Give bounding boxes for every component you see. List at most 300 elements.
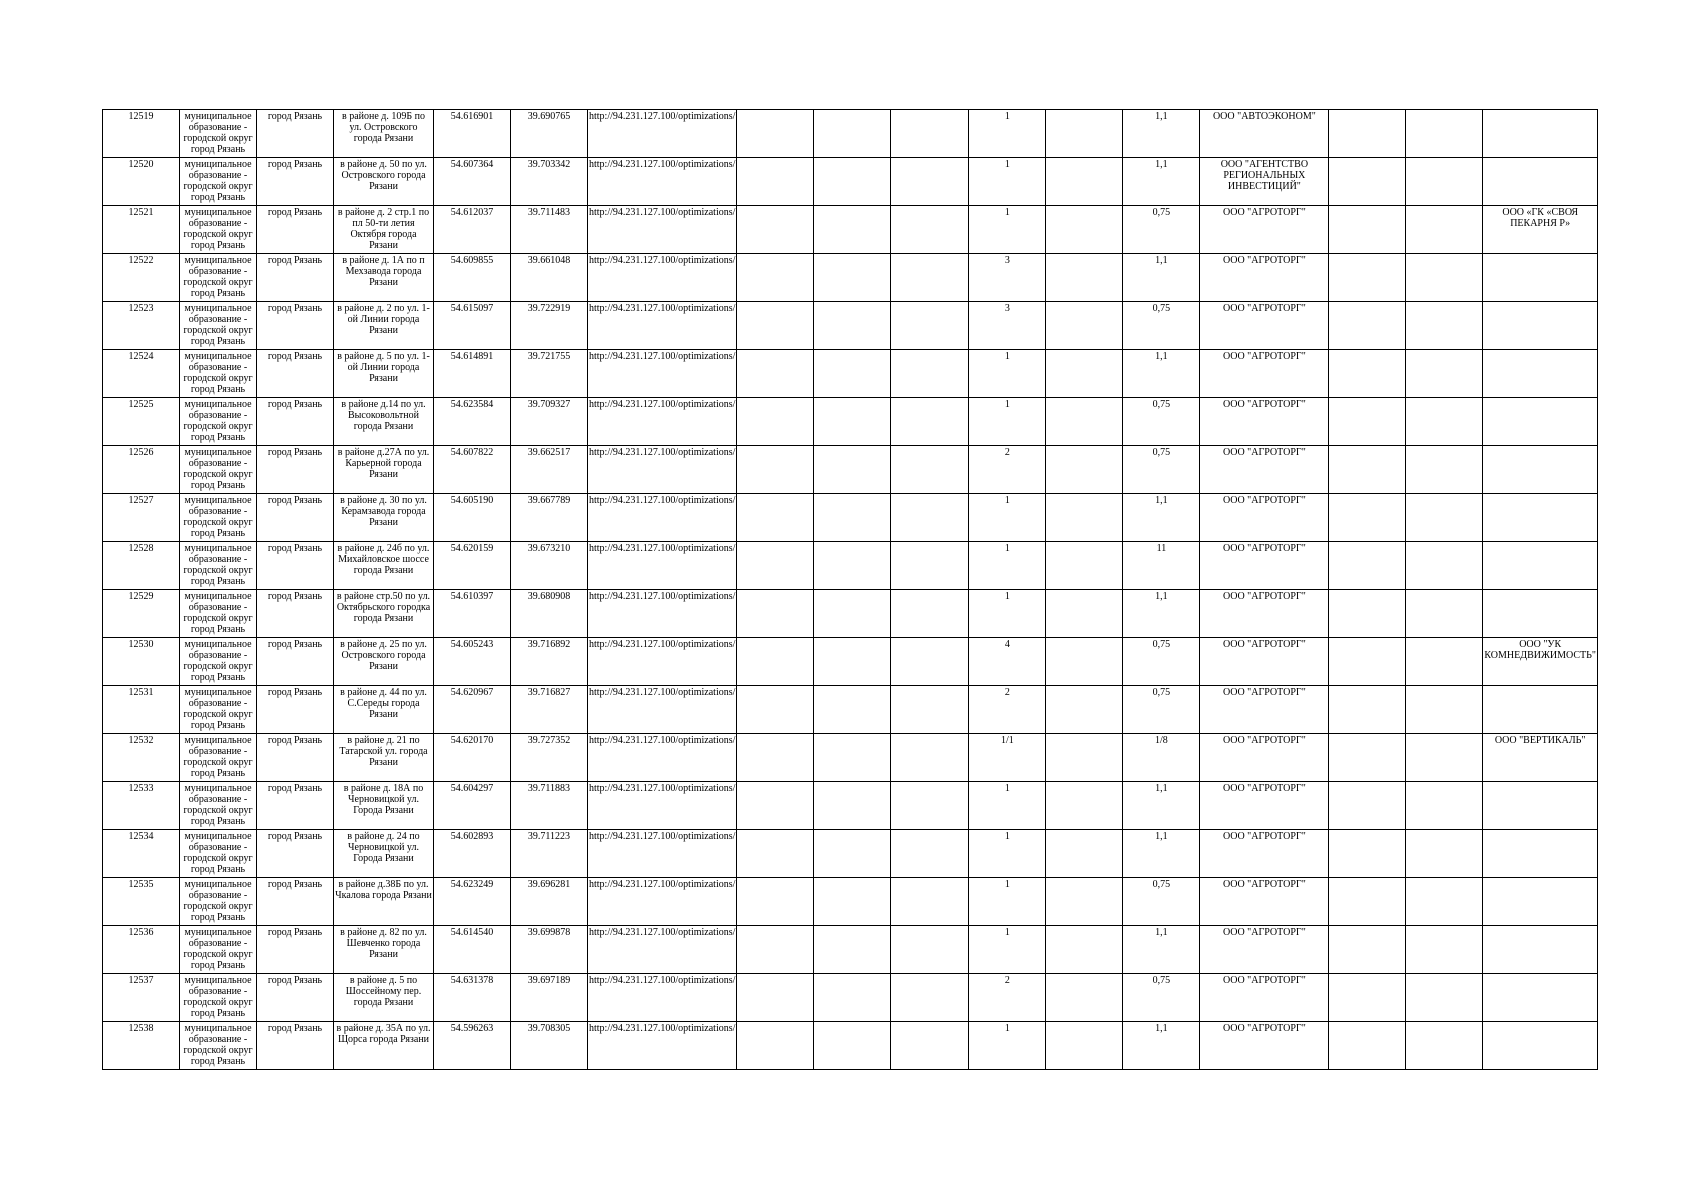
city-cell: город Рязань xyxy=(257,302,334,350)
empty-cell xyxy=(814,254,891,302)
empty-cell xyxy=(814,398,891,446)
empty-cell xyxy=(1406,398,1483,446)
container-count-cell: 1 xyxy=(969,590,1046,638)
container-count-cell: 3 xyxy=(969,254,1046,302)
record-id-cell: 12527 xyxy=(103,494,180,542)
record-id-cell: 12530 xyxy=(103,638,180,686)
container-volume-cell: 0,75 xyxy=(1123,206,1200,254)
municipality-cell: муниципальное образование - городской округ город Рязань xyxy=(180,350,257,398)
empty-cell xyxy=(814,974,891,1022)
container-count-cell: 1 xyxy=(969,830,1046,878)
container-volume-cell: 1,1 xyxy=(1123,830,1200,878)
record-id-cell: 12538 xyxy=(103,1022,180,1070)
empty-cell xyxy=(891,878,969,926)
empty-cell xyxy=(891,638,969,686)
latitude-cell: 54.620159 xyxy=(434,542,511,590)
empty-cell xyxy=(1046,638,1123,686)
empty-cell xyxy=(814,878,891,926)
address-cell: в районе д. 21 по Татарской ул. города Рязани xyxy=(334,734,434,782)
latitude-cell: 54.616901 xyxy=(434,110,511,158)
empty-cell xyxy=(1406,830,1483,878)
operator-cell: ООО "АГРОТОРГ" xyxy=(1200,1022,1329,1070)
empty-cell xyxy=(737,974,814,1022)
container-count-cell: 1 xyxy=(969,398,1046,446)
empty-cell xyxy=(814,1022,891,1070)
empty-cell xyxy=(891,446,969,494)
url-cell: http://94.231.127.100/optimizations/ xyxy=(588,254,737,302)
empty-cell xyxy=(814,110,891,158)
record-id-cell: 12528 xyxy=(103,542,180,590)
latitude-cell: 54.596263 xyxy=(434,1022,511,1070)
table-row xyxy=(103,110,1598,158)
container-volume-cell: 1,1 xyxy=(1123,158,1200,206)
empty-cell xyxy=(737,782,814,830)
empty-cell xyxy=(1046,446,1123,494)
address-cell: в районе д. 44 по ул. С.Середы города Рязани xyxy=(334,686,434,734)
operator-cell: ООО "АГРОТОРГ" xyxy=(1200,350,1329,398)
longitude-cell: 39.727352 xyxy=(511,734,588,782)
municipality-cell: муниципальное образование - городской округ город Рязань xyxy=(180,782,257,830)
latitude-cell: 54.604297 xyxy=(434,782,511,830)
empty-cell xyxy=(891,830,969,878)
container-volume-cell: 1,1 xyxy=(1123,350,1200,398)
empty-cell xyxy=(1329,158,1406,206)
url-cell: http://94.231.127.100/optimizations/ xyxy=(588,398,737,446)
container-volume-cell: 11 xyxy=(1123,542,1200,590)
latitude-cell: 54.614891 xyxy=(434,350,511,398)
empty-cell xyxy=(1329,734,1406,782)
empty-cell xyxy=(814,638,891,686)
container-volume-cell: 1,1 xyxy=(1123,926,1200,974)
table-row xyxy=(103,638,1598,686)
record-id-cell: 12526 xyxy=(103,446,180,494)
record-id-cell: 12520 xyxy=(103,158,180,206)
empty-cell xyxy=(1046,974,1123,1022)
city-cell: город Рязань xyxy=(257,734,334,782)
latitude-cell: 54.623584 xyxy=(434,398,511,446)
organization-cell: ООО «ГК «СВОЯ ПЕКАРНЯ Р» xyxy=(1483,206,1598,254)
empty-cell xyxy=(737,158,814,206)
empty-cell xyxy=(1406,734,1483,782)
empty-cell xyxy=(1046,494,1123,542)
city-cell: город Рязань xyxy=(257,350,334,398)
operator-cell: ООО "АГЕНТСТВО РЕГИОНАЛЬНЫХ ИНВЕСТИЦИЙ" xyxy=(1200,158,1329,206)
empty-cell xyxy=(1329,830,1406,878)
empty-cell xyxy=(814,206,891,254)
empty-cell xyxy=(814,686,891,734)
table-row xyxy=(103,158,1598,206)
empty-cell xyxy=(1046,350,1123,398)
empty-cell xyxy=(1329,926,1406,974)
empty-cell xyxy=(737,638,814,686)
url-cell: http://94.231.127.100/optimizations/ xyxy=(588,974,737,1022)
empty-cell xyxy=(814,542,891,590)
container-volume-cell: 1,1 xyxy=(1123,590,1200,638)
longitude-cell: 39.690765 xyxy=(511,110,588,158)
empty-cell xyxy=(1406,590,1483,638)
empty-cell xyxy=(1406,974,1483,1022)
city-cell: город Рязань xyxy=(257,206,334,254)
municipality-cell: муниципальное образование - городской округ город Рязань xyxy=(180,590,257,638)
empty-cell xyxy=(1046,542,1123,590)
table-row xyxy=(103,830,1598,878)
longitude-cell: 39.716827 xyxy=(511,686,588,734)
table-row xyxy=(103,494,1598,542)
empty-cell xyxy=(737,878,814,926)
organization-cell xyxy=(1483,926,1598,974)
empty-cell xyxy=(737,446,814,494)
container-count-cell: 1 xyxy=(969,782,1046,830)
longitude-cell: 39.711483 xyxy=(511,206,588,254)
longitude-cell: 39.709327 xyxy=(511,398,588,446)
empty-cell xyxy=(737,494,814,542)
longitude-cell: 39.721755 xyxy=(511,350,588,398)
table-row xyxy=(103,926,1598,974)
longitude-cell: 39.680908 xyxy=(511,590,588,638)
empty-cell xyxy=(737,686,814,734)
city-cell: город Рязань xyxy=(257,638,334,686)
record-id-cell: 12533 xyxy=(103,782,180,830)
empty-cell xyxy=(1329,1022,1406,1070)
organization-cell xyxy=(1483,254,1598,302)
table-row xyxy=(103,686,1598,734)
city-cell: город Рязань xyxy=(257,926,334,974)
empty-cell xyxy=(1329,206,1406,254)
longitude-cell: 39.662517 xyxy=(511,446,588,494)
address-cell: в районе д. 5 по Шоссейному пер. города Рязани xyxy=(334,974,434,1022)
empty-cell xyxy=(1406,926,1483,974)
municipality-cell: муниципальное образование - городской округ город Рязань xyxy=(180,398,257,446)
operator-cell: ООО "АГРОТОРГ" xyxy=(1200,254,1329,302)
operator-cell: ООО "АГРОТОРГ" xyxy=(1200,302,1329,350)
organization-cell xyxy=(1483,590,1598,638)
empty-cell xyxy=(1406,350,1483,398)
empty-cell xyxy=(1406,158,1483,206)
empty-cell xyxy=(891,206,969,254)
operator-cell: ООО "АГРОТОРГ" xyxy=(1200,638,1329,686)
url-cell: http://94.231.127.100/optimizations/ xyxy=(588,638,737,686)
operator-cell: ООО "АГРОТОРГ" xyxy=(1200,830,1329,878)
record-id-cell: 12534 xyxy=(103,830,180,878)
container-count-cell: 4 xyxy=(969,638,1046,686)
city-cell: город Рязань xyxy=(257,158,334,206)
empty-cell xyxy=(1406,446,1483,494)
container-count-cell: 2 xyxy=(969,974,1046,1022)
address-cell: в районе д. 50 по ул. Островского города Рязани xyxy=(334,158,434,206)
organization-cell xyxy=(1483,1022,1598,1070)
empty-cell xyxy=(891,734,969,782)
longitude-cell: 39.673210 xyxy=(511,542,588,590)
organization-cell: ООО "ВЕРТИКАЛЬ" xyxy=(1483,734,1598,782)
container-count-cell: 1/1 xyxy=(969,734,1046,782)
table-row xyxy=(103,1022,1598,1070)
city-cell: город Рязань xyxy=(257,974,334,1022)
municipality-cell: муниципальное образование - городской округ город Рязань xyxy=(180,542,257,590)
municipality-cell: муниципальное образование - городской округ город Рязань xyxy=(180,830,257,878)
empty-cell xyxy=(1046,1022,1123,1070)
container-volume-cell: 1,1 xyxy=(1123,254,1200,302)
empty-cell xyxy=(737,1022,814,1070)
city-cell: город Рязань xyxy=(257,398,334,446)
empty-cell xyxy=(1329,254,1406,302)
longitude-cell: 39.661048 xyxy=(511,254,588,302)
container-volume-cell: 0,75 xyxy=(1123,686,1200,734)
operator-cell: ООО "АГРОТОРГ" xyxy=(1200,542,1329,590)
table-body xyxy=(103,110,1598,1070)
municipality-cell: муниципальное образование - городской округ город Рязань xyxy=(180,878,257,926)
operator-cell: ООО "АГРОТОРГ" xyxy=(1200,494,1329,542)
record-id-cell: 12537 xyxy=(103,974,180,1022)
organization-cell: ООО "УК КОМНЕДВИЖИМОСТЬ" xyxy=(1483,638,1598,686)
empty-cell xyxy=(814,158,891,206)
empty-cell xyxy=(1329,350,1406,398)
empty-cell xyxy=(737,830,814,878)
empty-cell xyxy=(1329,878,1406,926)
empty-cell xyxy=(1046,590,1123,638)
empty-cell xyxy=(1329,542,1406,590)
organization-cell xyxy=(1483,974,1598,1022)
empty-cell xyxy=(1329,686,1406,734)
empty-cell xyxy=(1406,254,1483,302)
empty-cell xyxy=(1046,734,1123,782)
container-volume-cell: 1,1 xyxy=(1123,782,1200,830)
latitude-cell: 54.605190 xyxy=(434,494,511,542)
municipality-cell: муниципальное образование - городской округ город Рязань xyxy=(180,302,257,350)
operator-cell: ООО "АГРОТОРГ" xyxy=(1200,926,1329,974)
city-cell: город Рязань xyxy=(257,830,334,878)
longitude-cell: 39.703342 xyxy=(511,158,588,206)
container-count-cell: 3 xyxy=(969,302,1046,350)
empty-cell xyxy=(1329,110,1406,158)
city-cell: город Рязань xyxy=(257,254,334,302)
record-id-cell: 12535 xyxy=(103,878,180,926)
organization-cell xyxy=(1483,542,1598,590)
latitude-cell: 54.610397 xyxy=(434,590,511,638)
url-cell: http://94.231.127.100/optimizations/ xyxy=(588,1022,737,1070)
municipality-cell: муниципальное образование - городской округ город Рязань xyxy=(180,638,257,686)
latitude-cell: 54.615097 xyxy=(434,302,511,350)
url-cell: http://94.231.127.100/optimizations/ xyxy=(588,446,737,494)
record-id-cell: 12519 xyxy=(103,110,180,158)
address-cell: в районе д. 82 по ул. Шевченко города Рязани xyxy=(334,926,434,974)
container-count-cell: 1 xyxy=(969,1022,1046,1070)
latitude-cell: 54.607822 xyxy=(434,446,511,494)
organization-cell xyxy=(1483,398,1598,446)
container-count-cell: 1 xyxy=(969,494,1046,542)
record-id-cell: 12525 xyxy=(103,398,180,446)
municipality-cell: муниципальное образование - городской округ город Рязань xyxy=(180,686,257,734)
table-row xyxy=(103,878,1598,926)
municipality-cell: муниципальное образование - городской округ город Рязань xyxy=(180,494,257,542)
empty-cell xyxy=(891,494,969,542)
empty-cell xyxy=(737,254,814,302)
url-cell: http://94.231.127.100/optimizations/ xyxy=(588,302,737,350)
longitude-cell: 39.696281 xyxy=(511,878,588,926)
record-id-cell: 12532 xyxy=(103,734,180,782)
empty-cell xyxy=(814,830,891,878)
address-cell: в районе д.14 по ул. Высоковольтной города Рязани xyxy=(334,398,434,446)
latitude-cell: 54.605243 xyxy=(434,638,511,686)
record-id-cell: 12524 xyxy=(103,350,180,398)
empty-cell xyxy=(1046,110,1123,158)
container-count-cell: 1 xyxy=(969,110,1046,158)
organization-cell xyxy=(1483,830,1598,878)
empty-cell xyxy=(1046,830,1123,878)
empty-cell xyxy=(814,494,891,542)
container-count-cell: 2 xyxy=(969,446,1046,494)
municipality-cell: муниципальное образование - городской округ город Рязань xyxy=(180,1022,257,1070)
address-cell: в районе д.27А по ул. Карьерной города Рязани xyxy=(334,446,434,494)
municipality-cell: муниципальное образование - городской округ город Рязань xyxy=(180,974,257,1022)
table-row xyxy=(103,542,1598,590)
operator-cell: ООО "АГРОТОРГ" xyxy=(1200,398,1329,446)
empty-cell xyxy=(1046,206,1123,254)
latitude-cell: 54.609855 xyxy=(434,254,511,302)
address-cell: в районе д. 1А по п Мехзавода города Рязани xyxy=(334,254,434,302)
address-cell: в районе д. 35А по ул. Щорса города Рязани xyxy=(334,1022,434,1070)
empty-cell xyxy=(891,350,969,398)
empty-cell xyxy=(891,110,969,158)
empty-cell xyxy=(737,350,814,398)
container-volume-cell: 0,75 xyxy=(1123,878,1200,926)
operator-cell: ООО "АГРОТОРГ" xyxy=(1200,782,1329,830)
empty-cell xyxy=(891,1022,969,1070)
address-cell: в районе д. 24 по Черновицкой ул. Города Рязани xyxy=(334,830,434,878)
address-cell: в районе д. 2 по ул. 1-ой Линии города Рязани xyxy=(334,302,434,350)
empty-cell xyxy=(814,446,891,494)
url-cell: http://94.231.127.100/optimizations/ xyxy=(588,830,737,878)
operator-cell: ООО "АГРОТОРГ" xyxy=(1200,878,1329,926)
operator-cell: ООО "АВТОЭКОНОМ" xyxy=(1200,110,1329,158)
container-count-cell: 2 xyxy=(969,686,1046,734)
address-cell: в районе д. 25 по ул. Островского города Рязани xyxy=(334,638,434,686)
table-row xyxy=(103,254,1598,302)
url-cell: http://94.231.127.100/optimizations/ xyxy=(588,590,737,638)
empty-cell xyxy=(1046,158,1123,206)
container-volume-cell: 1,1 xyxy=(1123,494,1200,542)
empty-cell xyxy=(891,782,969,830)
record-id-cell: 12523 xyxy=(103,302,180,350)
url-cell: http://94.231.127.100/optimizations/ xyxy=(588,494,737,542)
operator-cell: ООО "АГРОТОРГ" xyxy=(1200,446,1329,494)
empty-cell xyxy=(1329,782,1406,830)
table-row xyxy=(103,302,1598,350)
empty-cell xyxy=(1406,1022,1483,1070)
empty-cell xyxy=(1406,302,1483,350)
organization-cell xyxy=(1483,158,1598,206)
container-count-cell: 1 xyxy=(969,542,1046,590)
url-cell: http://94.231.127.100/optimizations/ xyxy=(588,158,737,206)
empty-cell xyxy=(737,590,814,638)
empty-cell xyxy=(814,782,891,830)
empty-cell xyxy=(1329,494,1406,542)
table-row xyxy=(103,446,1598,494)
longitude-cell: 39.711223 xyxy=(511,830,588,878)
empty-cell xyxy=(814,302,891,350)
organization-cell xyxy=(1483,446,1598,494)
empty-cell xyxy=(1406,878,1483,926)
record-id-cell: 12529 xyxy=(103,590,180,638)
table-row xyxy=(103,350,1598,398)
city-cell: город Рязань xyxy=(257,878,334,926)
data-table xyxy=(102,109,1598,1070)
latitude-cell: 54.631378 xyxy=(434,974,511,1022)
container-volume-cell: 0,75 xyxy=(1123,446,1200,494)
url-cell: http://94.231.127.100/optimizations/ xyxy=(588,782,737,830)
address-cell: в районе д. 30 по ул. Керамзавода города Рязани xyxy=(334,494,434,542)
municipality-cell: муниципальное образование - городской округ город Рязань xyxy=(180,206,257,254)
container-count-cell: 1 xyxy=(969,158,1046,206)
record-id-cell: 12531 xyxy=(103,686,180,734)
empty-cell xyxy=(891,686,969,734)
empty-cell xyxy=(814,734,891,782)
empty-cell xyxy=(737,398,814,446)
longitude-cell: 39.697189 xyxy=(511,974,588,1022)
municipality-cell: муниципальное образование - городской округ город Рязань xyxy=(180,254,257,302)
empty-cell xyxy=(737,926,814,974)
empty-cell xyxy=(814,350,891,398)
empty-cell xyxy=(891,974,969,1022)
empty-cell xyxy=(1329,398,1406,446)
empty-cell xyxy=(737,734,814,782)
address-cell: в районе д. 5 по ул. 1-ой Линии города Рязани xyxy=(334,350,434,398)
container-volume-cell: 0,75 xyxy=(1123,398,1200,446)
municipality-cell: муниципальное образование - городской округ город Рязань xyxy=(180,110,257,158)
url-cell: http://94.231.127.100/optimizations/ xyxy=(588,542,737,590)
empty-cell xyxy=(1329,974,1406,1022)
latitude-cell: 54.620170 xyxy=(434,734,511,782)
longitude-cell: 39.722919 xyxy=(511,302,588,350)
empty-cell xyxy=(1406,638,1483,686)
empty-cell xyxy=(1329,446,1406,494)
longitude-cell: 39.716892 xyxy=(511,638,588,686)
table-row xyxy=(103,590,1598,638)
city-cell: город Рязань xyxy=(257,110,334,158)
organization-cell xyxy=(1483,878,1598,926)
organization-cell xyxy=(1483,110,1598,158)
empty-cell xyxy=(891,254,969,302)
address-cell: в районе д. 109Б по ул. Островского города Рязани xyxy=(334,110,434,158)
empty-cell xyxy=(1046,398,1123,446)
latitude-cell: 54.612037 xyxy=(434,206,511,254)
longitude-cell: 39.708305 xyxy=(511,1022,588,1070)
address-cell: в районе д. 24б по ул. Михайловское шоссе города Рязани xyxy=(334,542,434,590)
organization-cell xyxy=(1483,350,1598,398)
empty-cell xyxy=(1406,782,1483,830)
table-row xyxy=(103,398,1598,446)
url-cell: http://94.231.127.100/optimizations/ xyxy=(588,926,737,974)
url-cell: http://94.231.127.100/optimizations/ xyxy=(588,878,737,926)
table-row xyxy=(103,782,1598,830)
latitude-cell: 54.614540 xyxy=(434,926,511,974)
operator-cell: ООО "АГРОТОРГ" xyxy=(1200,590,1329,638)
longitude-cell: 39.699878 xyxy=(511,926,588,974)
empty-cell xyxy=(891,590,969,638)
municipality-cell: муниципальное образование - городской округ город Рязань xyxy=(180,446,257,494)
empty-cell xyxy=(1406,110,1483,158)
latitude-cell: 54.623249 xyxy=(434,878,511,926)
city-cell: город Рязань xyxy=(257,446,334,494)
organization-cell xyxy=(1483,782,1598,830)
empty-cell xyxy=(1406,542,1483,590)
municipality-cell: муниципальное образование - городской округ город Рязань xyxy=(180,734,257,782)
address-cell: в районе д. 2 стр.1 по пл 50-ти летия Октября города Рязани xyxy=(334,206,434,254)
organization-cell xyxy=(1483,302,1598,350)
empty-cell xyxy=(1406,206,1483,254)
empty-cell xyxy=(814,926,891,974)
organization-cell xyxy=(1483,686,1598,734)
empty-cell xyxy=(1046,686,1123,734)
